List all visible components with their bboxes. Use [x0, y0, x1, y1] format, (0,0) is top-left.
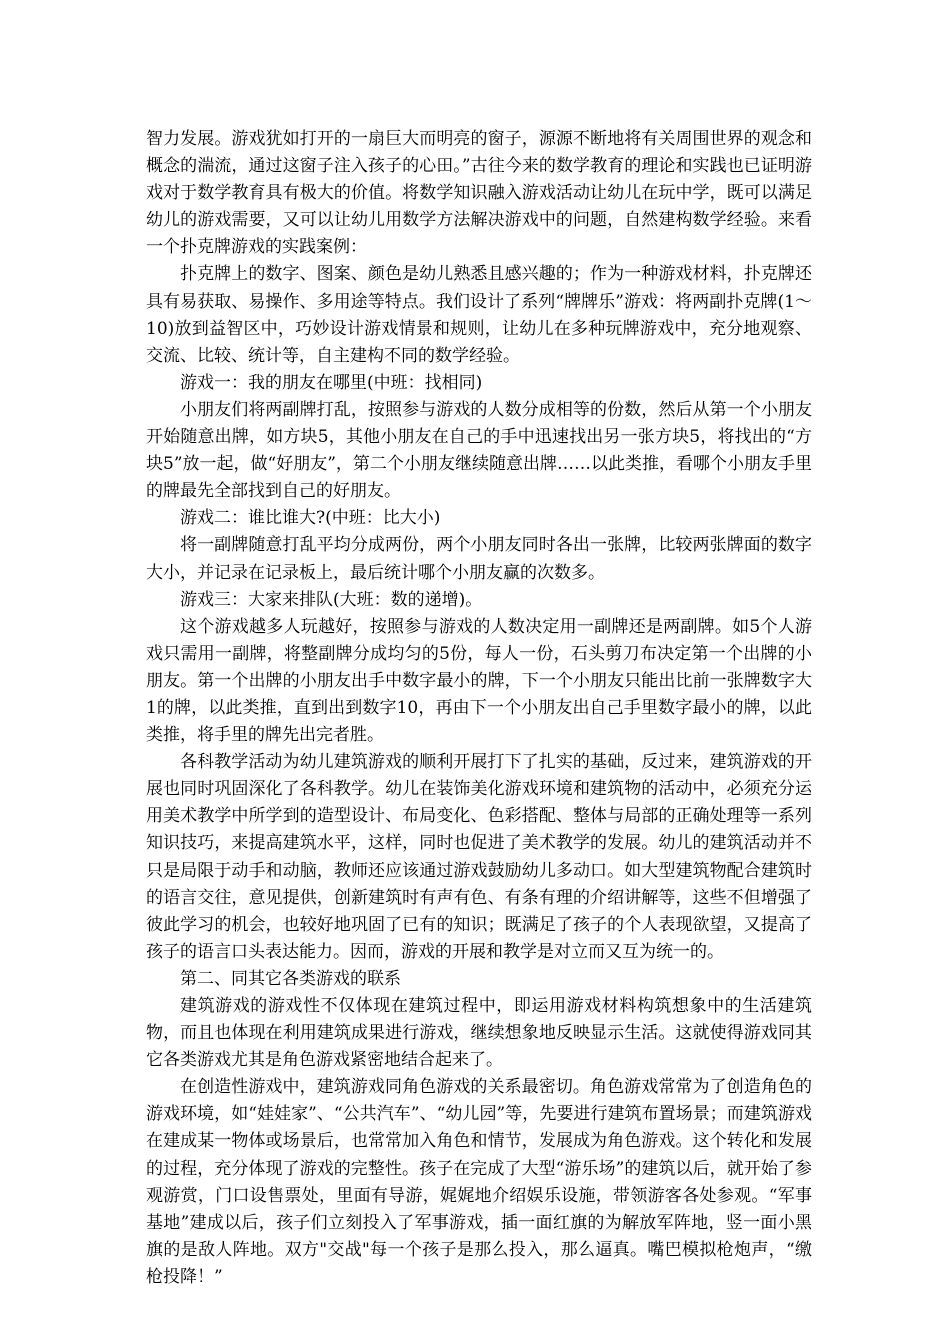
- paragraph-9: 各科教学活动为幼儿建筑游戏的顺利开展打下了扎实的基础，反过来，建筑游戏的开展也同时巩固深化了各科教学。幼儿在装饰美化游戏环境和建筑物的活动中，必须充分运用美术教学中所学到的造型设计、布局变化、色彩搭配、整体与局部的正确处理等一系列知识技巧，来提高建筑水平，这样，同时也促进了美术教学的发展。幼儿的建筑活动并不只是局限于动手和动脑，教师还应该通过游戏鼓励幼儿多动口。如大型建筑物配合建筑时的语言交往，意见提供，创新建筑时有声有色、有条有理的介绍讲解等，这些不但增强了彼此学习的机会，也较好地巩固了已有的知识；既满足了孩子的个人表现欲望，又提高了孩子的语言口头表达能力。因而，游戏的开展和教学是对立而又互为统一的。: [146, 752, 812, 962]
- game-three-heading: 游戏三：大家来排队(大班：数的递增)。: [180, 589, 483, 610]
- paragraph-8: 这个游戏越多人玩越好，按照参与游戏的人数决定用一副牌还是两副牌。如5个人游戏只需用一副牌，将整副牌分成均匀的5份，每人一份，石头剪刀布决定第一个出牌的小朋友。第一个出牌的小朋友出手中数字最小的牌，下一个小朋友只能出比前一张牌数字大1的牌，以此类推，直到出到数字10，再由下一个小朋友出自己手里数字最小的牌，以此类推，将手里的牌先出完者胜。: [146, 616, 812, 746]
- paragraph-1: 智力发展。游戏犹如打开的一扇巨大而明亮的窗子，源源不断地将有关周围世界的观念和概念的湍流，通过这窗子注入孩子的心田。”古往今来的数学教育的理论和实践也已证明游戏对于数学教育具有极大的价值。将数学知识融入游戏活动让幼儿在玩中学，既可以满足幼儿的游戏需要，又可以让幼儿用数学方法解决游戏中的问题，自然建构数学经验。来看一个扑克牌游戏的实践案例：: [146, 129, 812, 258]
- game-two-heading: 游戏二：谁比谁大?(中班：比大小): [180, 508, 441, 529]
- paragraph-12: 在创造性游戏中，建筑游戏同角色游戏的关系最密切。角色游戏常常为了创造角色的游戏环境，如“娃娃家”、“公共汽车”、“幼儿园”等，先要进行建筑布置场景；而建筑游戏在建成某一物体或场景后，也常常加入角色和情节，发展成为角色游戏。这个转化和发展的过程，充分体现了游戏的完整性。孩子在完成了大型“游乐场”的建筑以后，就开始了参观游赏，门口设售票处，里面有导游，娓娓地介绍娱乐设施，带领游客各处参观。“军事基地”建成以后，孩子们立刻投入了军事游戏，插一面红旗的为解放军阵地，竖一面小黑旗的是敌人阵地。双方"交战"每一个孩子是那么投入，那么逼真。嘴巴模拟枪炮声，“缴枪投降！”: [146, 1077, 812, 1287]
- paragraph-2: 扑克牌上的数字、图案、颜色是幼儿熟悉且感兴趣的；作为一种游戏材料，扑克牌还具有易获取、易操作、多用途等特点。我们设计了系列“牌牌乐”游戏：将两副扑克牌(1～10)放到益智区中，巧妙设计游戏情景和规则，让幼儿在多种玩牌游戏中，充分地观察、交流、比较、统计等，自主建构不同的数学经验。: [146, 264, 812, 366]
- document-page: [146, 126, 812, 1291]
- paragraph-6: 将一副牌随意打乱平均分成两份，两个小朋友同时各出一张牌，比较两张牌面的数字大小，并记录在记录板上，最后统计哪个小朋友赢的次数多。: [146, 535, 812, 583]
- paragraph-4: 小朋友们将两副牌打乱，按照参与游戏的人数分成相等的份数，然后从第一个小朋友开始随意出牌，如方块5，其他小朋友在自己的手中迅速找出另一张方块5，将找出的“方块5”放一起，做“好朋友”，第二个小朋友继续随意出牌……以此类推，看哪个小朋友手里的牌最先全部找到自己的好朋友。: [146, 399, 812, 502]
- game-one-heading: 游戏一：我的朋友在哪里(中班：找相同): [180, 372, 483, 393]
- section-heading-second: 第二、同其它各类游戏的联系: [180, 968, 401, 989]
- paragraph-11: 建筑游戏的游戏性不仅体现在建筑过程中，即运用游戏材料构筑想象中的生活建筑物，而且也体现在利用建筑成果进行游戏，继续想象地反映显示生活。这就使得游戏同其它各类游戏尤其是角色游戏紧密地结合起来了。: [146, 996, 812, 1071]
